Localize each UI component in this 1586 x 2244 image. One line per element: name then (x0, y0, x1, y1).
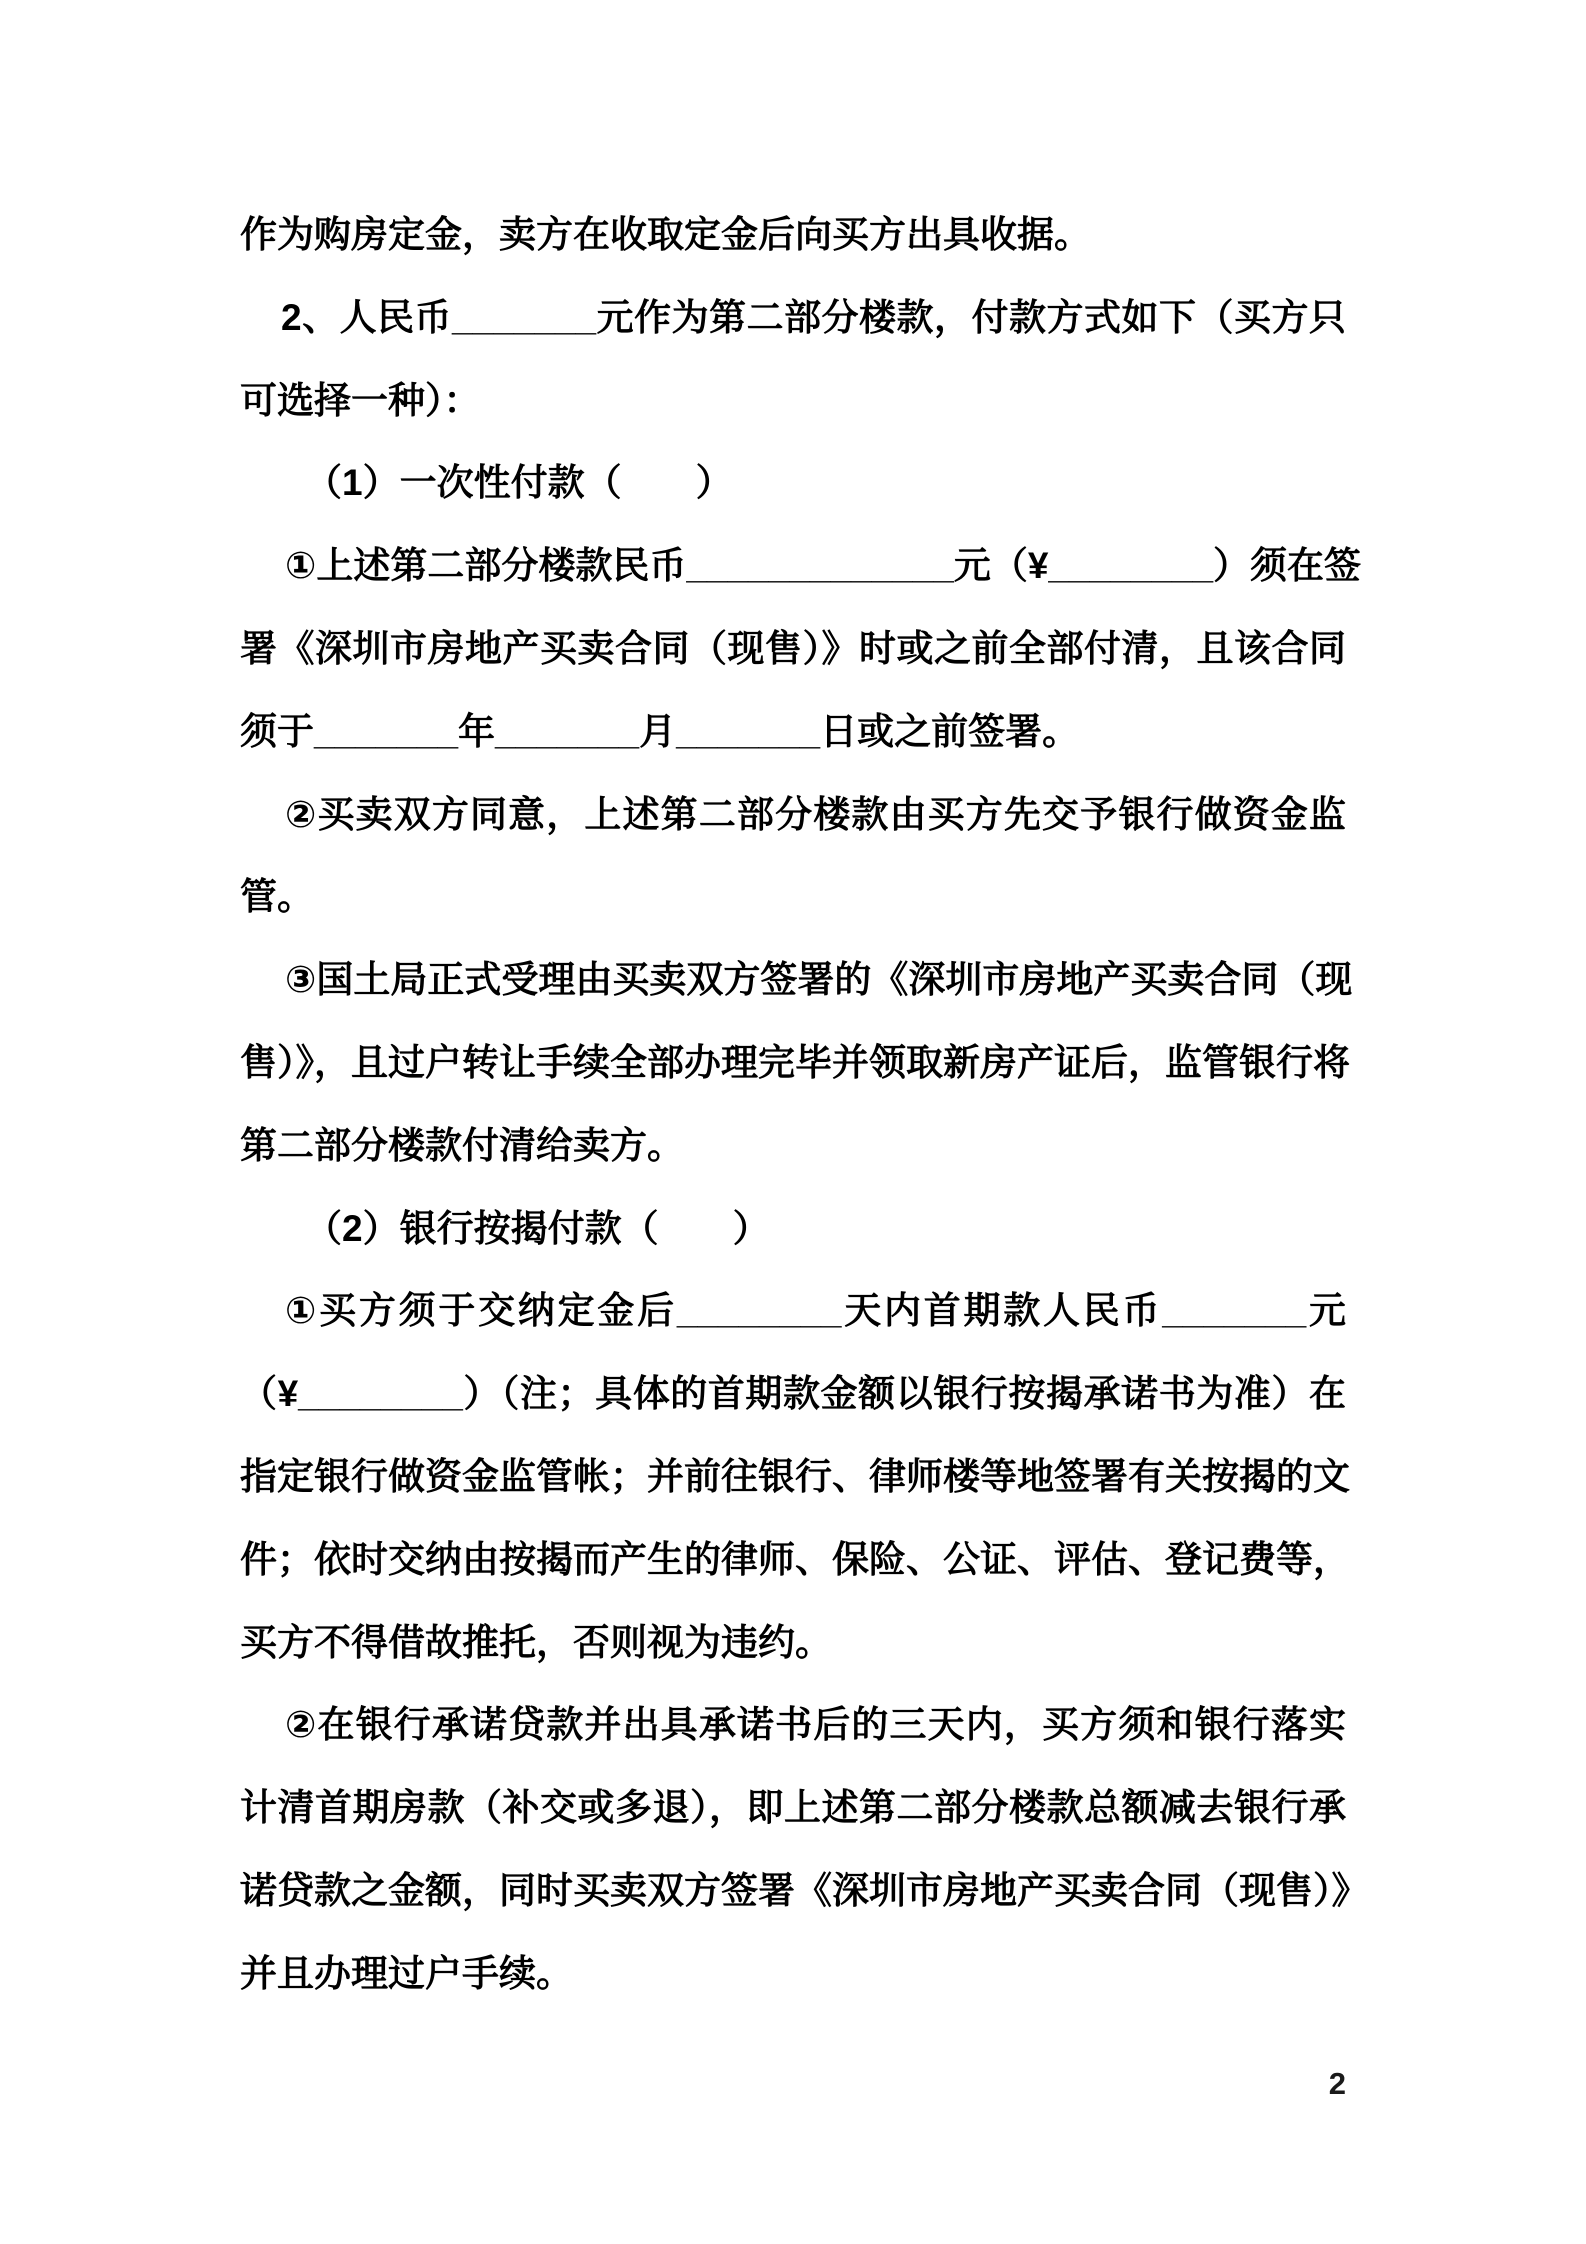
text-line: 买方不得借故推托，否则视为违约。 (240, 1621, 832, 1663)
text-line: 署《深圳市房地产买卖合同（现售）》时或之前全部付清，且该合同 (240, 627, 1346, 669)
text-line: 并且办理过户手续。 (240, 1952, 573, 1994)
text-line: （2）银行按揭付款（ ） (305, 1207, 770, 1249)
text-line: 售）》，且过户转让手续全部办理完毕并领取新房产证后，监管银行将 (240, 1041, 1350, 1083)
text-line: 指定银行做资金监管帐；并前往银行、律师楼等地签署有关按揭的文 (240, 1455, 1350, 1497)
text-line: ①买方须于交纳定金后________天内首期款人民币_______元 (285, 1290, 1346, 1332)
text-line: （1）一次性付款（ ） (305, 462, 733, 504)
text-line: 诺贷款之金额，同时买卖双方签署《深圳市房地产买卖合同（现售）》 (240, 1869, 1369, 1911)
text-line: 可选择一种）： (240, 379, 481, 421)
text-line: 第二部分楼款付清给卖方。 (240, 1124, 684, 1166)
text-line: 2、人民币_______元作为第二部分楼款，付款方式如下（买方只 (281, 296, 1346, 338)
text-line: 管。 (240, 876, 314, 918)
text-line: ①上述第二部分楼款民币_____________元（¥________）须在签 (285, 545, 1362, 587)
text-line: 须于_______年_______月_______日或之前签署。 (240, 710, 1080, 752)
text-line: （¥________）（注；具体的首期款金额以银行按揭承诺书为准）在 (240, 1373, 1346, 1415)
text-line: 作为购房定金，卖方在收取定金后向买方出具收据。 (240, 214, 1091, 255)
page-number: 2 (1328, 2066, 1346, 2101)
document-lines (240, 194, 1369, 2016)
text-line: ③国土局正式受理由买卖双方签署的《深圳市房地产买卖合同（现 (285, 959, 1353, 1001)
text-line: ②在银行承诺贷款并出具承诺书后的三天内，买方须和银行落实 (285, 1704, 1346, 1746)
text-line: ②买卖双方同意，上述第二部分楼款由买方先交予银行做资金监 (285, 793, 1346, 835)
text-line: 件；依时交纳由按揭而产生的律师、保险、公证、评估、登记费等， (240, 1538, 1350, 1580)
text-line: 计清首期房款（补交或多退），即上述第二部分楼款总额减去银行承 (240, 1787, 1346, 1829)
